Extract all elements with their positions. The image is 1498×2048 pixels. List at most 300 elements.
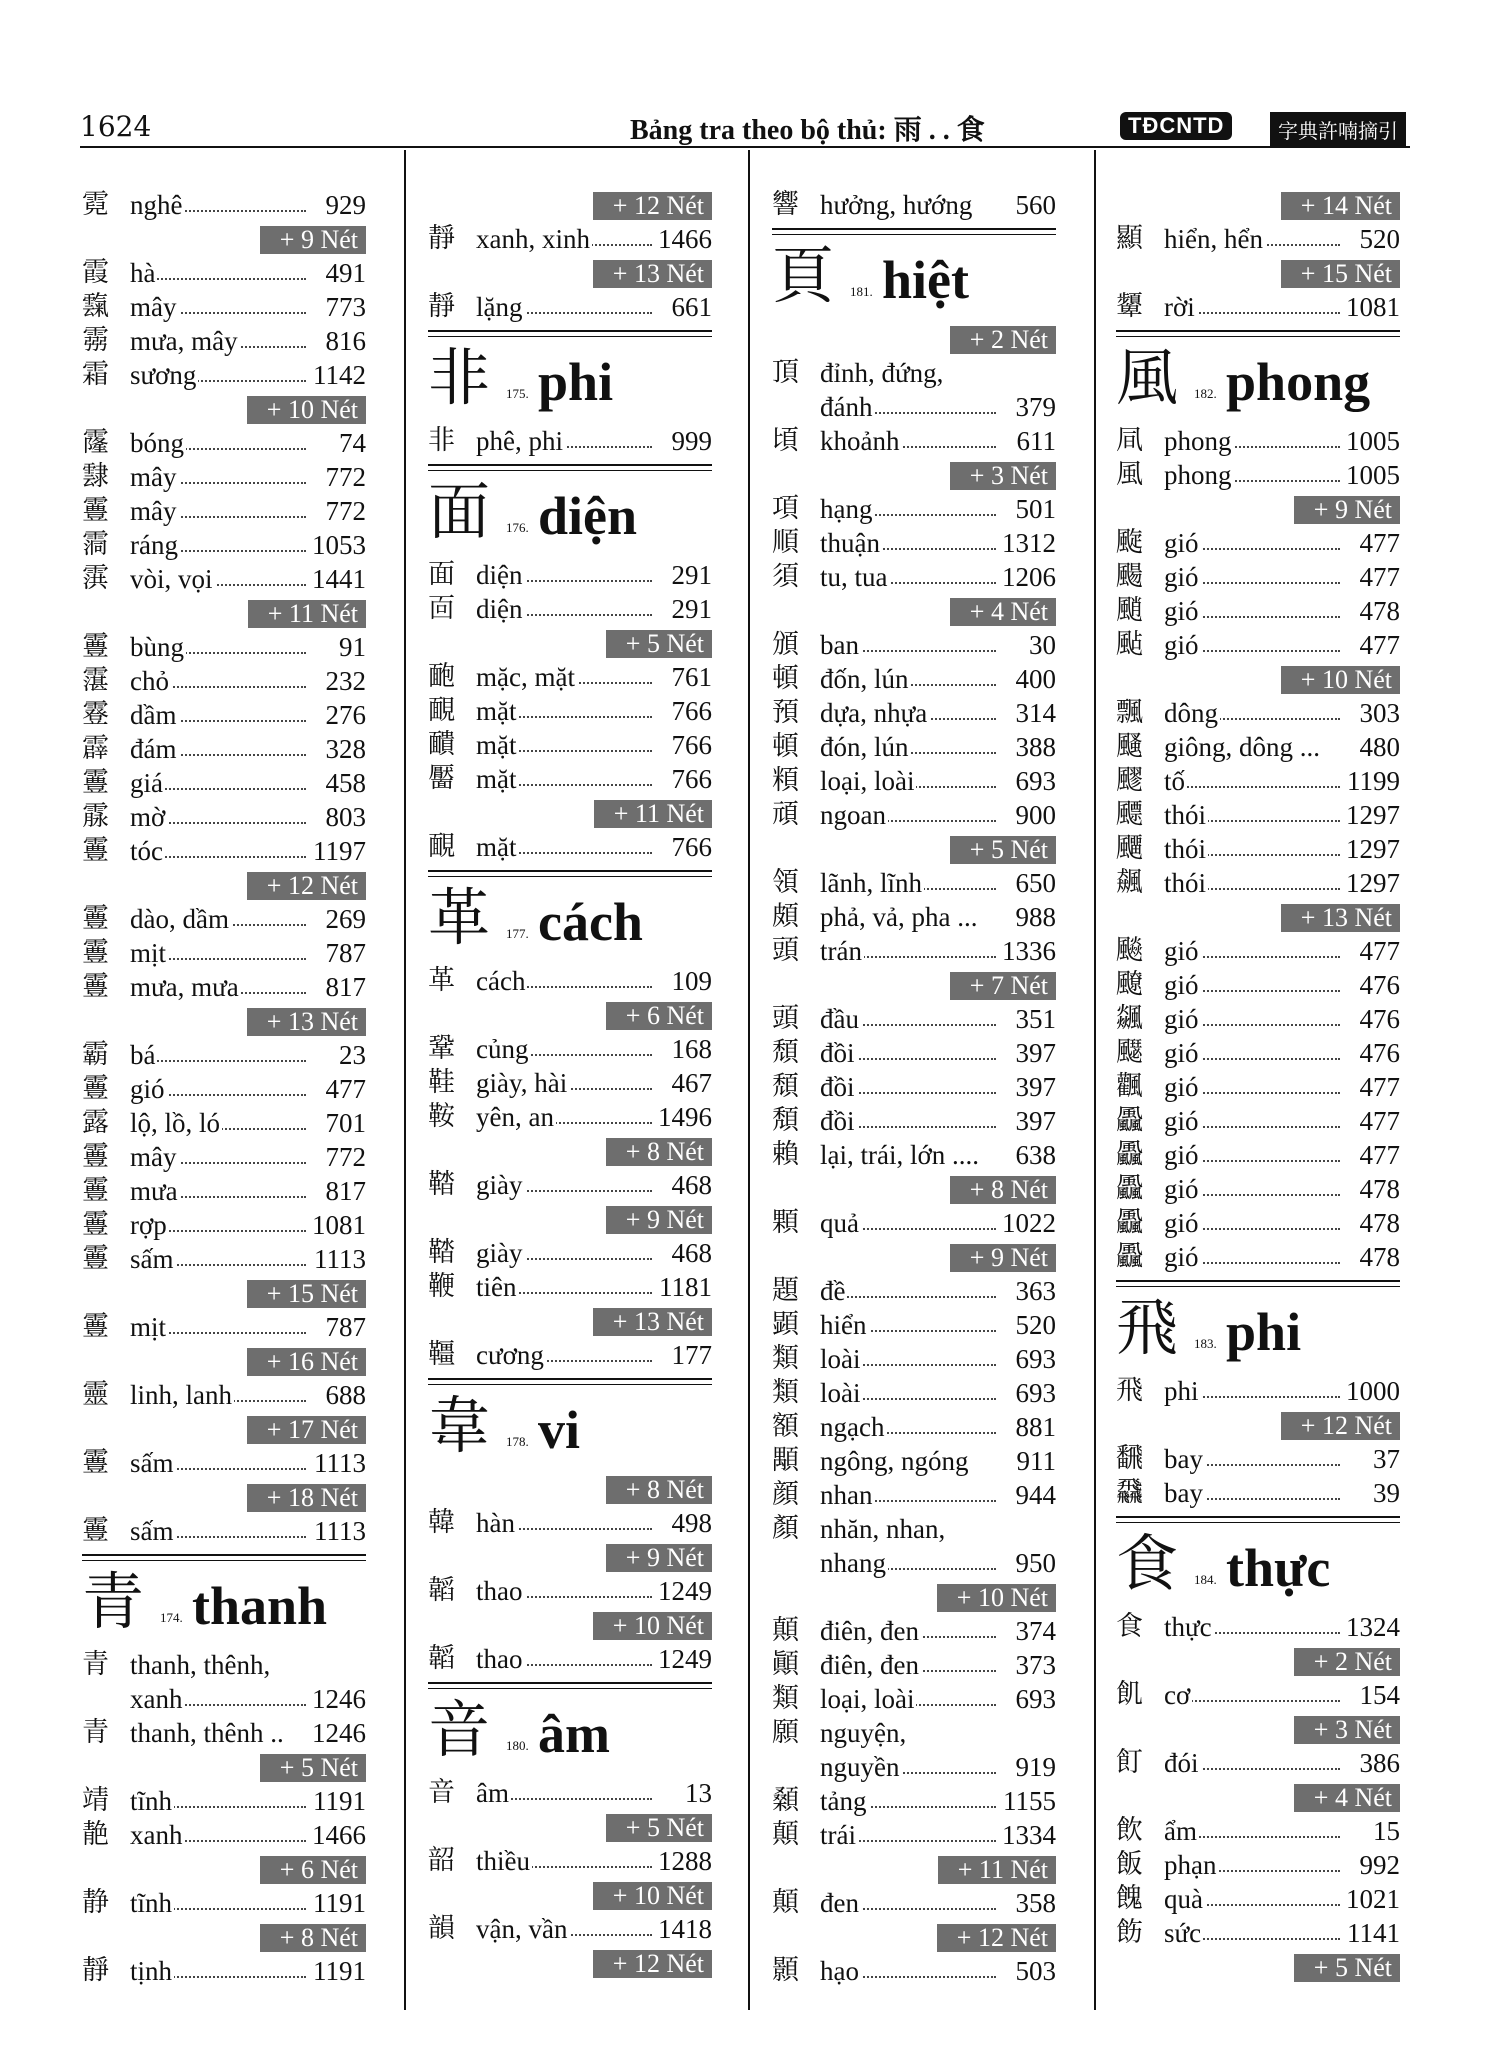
han-nom-character: 霻 <box>82 1141 109 1172</box>
index-entry <box>772 1138 1056 1172</box>
page-ref: 468 <box>668 1168 713 1202</box>
index-entry <box>82 970 366 1004</box>
stroke-count-header <box>428 256 712 290</box>
index-entry <box>82 800 366 834</box>
page-ref: 761 <box>668 660 713 694</box>
reading-wrap <box>1164 1442 1400 1476</box>
han-nom-character: 靜 <box>428 291 455 322</box>
page-ref: 491 <box>322 256 367 290</box>
han-nom-character: 鞋 <box>428 1067 455 1098</box>
reading-wrap <box>820 1716 1056 1750</box>
index-entry <box>772 798 1056 832</box>
index-entry <box>82 528 366 562</box>
reading: gió <box>1164 1208 1199 1238</box>
index-entry <box>772 1002 1056 1036</box>
index-entry <box>82 1378 366 1412</box>
index-entry <box>82 494 366 528</box>
reading: ban <box>820 630 859 660</box>
reading: gió <box>1164 970 1199 1000</box>
page-ref: 477 <box>1356 628 1401 662</box>
han-nom-character: 飍 <box>1116 1105 1143 1136</box>
page-ref: 1246 <box>308 1682 366 1716</box>
radical-heading <box>428 1378 712 1472</box>
entry-continuation <box>772 1750 1056 1784</box>
index-entry <box>428 1100 712 1134</box>
stroke-count-label: + 12 Nét <box>247 872 366 900</box>
reading: hạng <box>820 494 873 524</box>
stroke-count-label: + 5 Nét <box>950 836 1056 864</box>
index-entry <box>772 1818 1056 1852</box>
page-ref: 269 <box>322 902 367 936</box>
han-nom-character: 霻 <box>82 835 109 866</box>
page-ref: 520 <box>1012 1308 1057 1342</box>
page-ref: 358 <box>1012 1886 1057 1920</box>
reading: chỏ <box>130 666 169 696</box>
reading: xanh <box>130 1820 183 1850</box>
index-entry <box>82 1072 366 1106</box>
index-entry <box>82 256 366 290</box>
han-nom-character: 霻 <box>82 903 109 934</box>
reading: giông, dông ... <box>1164 732 1321 762</box>
reading: loại, loài <box>820 766 915 796</box>
han-nom-character: 飃 <box>1116 799 1143 830</box>
index-entry <box>82 936 366 970</box>
han-nom-character: 飌 <box>1116 1071 1143 1102</box>
index-entry <box>82 902 366 936</box>
reading: ngoan <box>820 800 886 830</box>
han-nom-character: 霛 <box>82 325 109 356</box>
page-ref: 911 <box>1013 1444 1057 1478</box>
reading: hiển <box>820 1310 867 1340</box>
stroke-count-label: + 12 Nét <box>1281 1412 1400 1440</box>
stroke-count-label: + 11 Nét <box>938 1856 1056 1884</box>
reading: trái <box>820 1820 856 1850</box>
reading-wrap <box>1164 1814 1400 1848</box>
index-entry <box>772 1206 1056 1240</box>
page-ref: 817 <box>322 970 367 1004</box>
index-entry <box>772 662 1056 696</box>
radical-character: 青 <box>82 1565 145 1638</box>
reading: hưởng, hướng <box>820 190 973 220</box>
stroke-count-label: + 9 Nét <box>950 1244 1056 1272</box>
reading: trán <box>820 936 862 966</box>
han-nom-character: 霜 <box>82 359 109 390</box>
page-ref: 650 <box>1012 866 1057 900</box>
reading: mây <box>130 496 177 526</box>
stroke-count-header <box>428 1878 712 1912</box>
radical-heading <box>1116 1516 1400 1610</box>
stroke-count-header <box>82 222 366 256</box>
stroke-count-header <box>82 1344 366 1378</box>
page-ref: 950 <box>1012 1546 1057 1580</box>
index-entry <box>772 1104 1056 1138</box>
index-entry <box>1116 1070 1400 1104</box>
han-nom-character: 霓 <box>82 189 109 220</box>
stroke-count-header <box>1116 1950 1400 1984</box>
logo-tdcntd: TĐCNTD <box>1120 112 1232 140</box>
page-ref: 168 <box>668 1032 713 1066</box>
han-nom-character: 霻 <box>82 1515 109 1546</box>
stroke-count-label: + 18 Nét <box>247 1484 366 1512</box>
stroke-count-label: + 6 Nét <box>260 1856 366 1884</box>
index-entry <box>428 1912 712 1946</box>
index-entry <box>772 1410 1056 1444</box>
index-entry <box>772 424 1056 458</box>
han-nom-character: 青 <box>82 1649 109 1680</box>
page-ref: 1005 <box>1342 424 1400 458</box>
reading: đồi <box>820 1038 855 1068</box>
reading-wrap <box>130 630 366 664</box>
index-entry <box>1116 1848 1400 1882</box>
index-entry <box>82 834 366 868</box>
han-nom-character: 顚 <box>772 1649 799 1680</box>
reading: tiên <box>476 1272 517 1302</box>
radical-character: 革 <box>428 881 491 954</box>
stroke-count-header <box>772 1920 1056 1954</box>
stroke-count-label: + 13 Nét <box>247 1008 366 1036</box>
stroke-count-label: + 11 Nét <box>248 600 366 628</box>
stroke-count-header <box>772 594 1056 628</box>
stroke-count-label: + 6 Nét <box>606 1002 712 1030</box>
stroke-count-header <box>772 1852 1056 1886</box>
reading: giày <box>476 1170 523 1200</box>
page-ref: 379 <box>1012 390 1057 424</box>
stroke-count-label: + 8 Nét <box>606 1476 712 1504</box>
page-ref: 476 <box>1356 1036 1401 1070</box>
page-ref: 400 <box>1012 662 1057 696</box>
page-ref: 1081 <box>1342 290 1400 324</box>
page-ref: 109 <box>668 964 713 998</box>
han-nom-character: 頪 <box>772 765 799 796</box>
stroke-count-header <box>1116 188 1400 222</box>
radical-character: 飛 <box>1116 1291 1179 1364</box>
radical-name: hiệt <box>882 250 969 310</box>
stroke-count-header <box>1116 662 1400 696</box>
stroke-count-label: + 4 Nét <box>1294 1784 1400 1812</box>
radical-heading <box>82 1554 366 1648</box>
han-nom-character: 颵 <box>1116 595 1143 626</box>
reading: gió <box>130 1074 165 1104</box>
han-nom-character: 飅 <box>1116 833 1143 864</box>
reading: ráng <box>130 530 178 560</box>
index-entry <box>1116 866 1400 900</box>
radical-heading <box>772 228 1056 322</box>
page-header <box>80 106 1410 146</box>
index-entry <box>772 764 1056 798</box>
han-nom-character: 韁 <box>428 1339 455 1370</box>
index-entry <box>772 1512 1056 1546</box>
index-entry <box>82 1446 366 1480</box>
stroke-count-label: + 5 Nét <box>260 1754 366 1782</box>
page-ref: 476 <box>1356 968 1401 1002</box>
han-nom-character: 飍 <box>1116 1173 1143 1204</box>
page-ref: 560 <box>1012 188 1057 222</box>
index-entry <box>82 1174 366 1208</box>
reading: mặt <box>476 730 517 760</box>
han-nom-character: 韻 <box>428 1913 455 1944</box>
index-entry <box>1116 1916 1400 1950</box>
han-nom-character: 韓 <box>428 1507 455 1538</box>
reading: nhang <box>820 1548 886 1578</box>
reading: hà <box>130 258 156 288</box>
stroke-count-label: + 9 Nét <box>260 226 366 254</box>
reading: bùng <box>130 632 184 662</box>
stroke-count-header <box>428 1134 712 1168</box>
reading: sấm <box>130 1244 174 1274</box>
index-column-2 <box>428 188 712 1980</box>
page-ref: 766 <box>668 728 713 762</box>
index-entry <box>428 1168 712 1202</box>
radical-name: phi <box>1226 1302 1302 1362</box>
index-entry <box>82 1514 366 1548</box>
radical-number: 183. <box>1194 1336 1217 1351</box>
index-entry <box>772 1614 1056 1648</box>
index-entry <box>82 1208 366 1242</box>
index-entry <box>772 1444 1056 1478</box>
reading: đen <box>820 1888 859 1918</box>
reading: gió <box>1164 1242 1199 1272</box>
reading: bá <box>130 1040 156 1070</box>
radical-number: 176. <box>506 520 529 535</box>
reading: mây <box>130 1142 177 1172</box>
page-number: 1624 <box>80 110 152 143</box>
page-ref: 13 <box>681 1776 712 1810</box>
han-nom-character: 靖 <box>82 1785 109 1816</box>
stroke-count-header <box>82 868 366 902</box>
page-ref: 1191 <box>309 1886 366 1920</box>
page-ref: 477 <box>1356 1104 1401 1138</box>
reading: giá <box>130 768 163 798</box>
column-divider <box>404 150 406 2010</box>
index-column-3 <box>772 188 1056 1988</box>
page-title: Bảng tra theo bộ thủ: 雨 . . 食 <box>630 115 985 146</box>
index-entry <box>82 1818 366 1852</box>
index-entry <box>1116 968 1400 1002</box>
reading: nguyền <box>820 1752 900 1782</box>
han-nom-character: 颾 <box>1116 731 1143 762</box>
reading: đám <box>130 734 177 764</box>
han-nom-character: 領 <box>772 867 799 898</box>
index-entry <box>772 1716 1056 1750</box>
han-nom-character: 韜 <box>428 1643 455 1674</box>
page-ref: 154 <box>1356 1678 1401 1712</box>
reading: đánh <box>820 392 873 422</box>
stroke-count-header <box>428 1946 712 1980</box>
reading: xanh, xinh <box>476 224 590 254</box>
index-entry <box>82 698 366 732</box>
han-nom-character: 霯 <box>82 699 109 730</box>
stroke-count-header <box>428 1472 712 1506</box>
index-entry <box>1116 1882 1400 1916</box>
reading-wrap <box>820 1512 1056 1546</box>
reading: tịnh <box>130 1956 173 1986</box>
stroke-count-label: + 17 Nét <box>247 1416 366 1444</box>
reading: lại, trái, lớn .... <box>820 1140 979 1170</box>
page-ref: 1297 <box>1342 798 1400 832</box>
radical-name: thanh <box>192 1576 328 1636</box>
stroke-count-label: + 14 Nét <box>1281 192 1400 220</box>
entry-continuation <box>82 1682 366 1716</box>
reading: yên, an <box>476 1102 554 1132</box>
index-entry <box>82 188 366 222</box>
index-entry <box>82 1140 366 1174</box>
stroke-count-header <box>1116 1408 1400 1442</box>
han-nom-character: 韜 <box>428 1575 455 1606</box>
han-nom-character: 面 <box>428 559 455 590</box>
page-ref: 1142 <box>309 358 366 392</box>
stroke-count-header <box>82 1004 366 1038</box>
page-ref: 988 <box>1012 900 1057 934</box>
page-ref: 1113 <box>310 1242 366 1276</box>
han-nom-character: 霻 <box>82 1209 109 1240</box>
page-ref: 74 <box>335 426 366 460</box>
page-ref: 1466 <box>308 1818 366 1852</box>
radical-number: 182. <box>1194 386 1217 401</box>
stroke-count-label: + 8 Nét <box>950 1176 1056 1204</box>
index-entry <box>772 730 1056 764</box>
reading: lãnh, lĩnh <box>820 868 922 898</box>
index-entry <box>82 1038 366 1072</box>
page-ref: 468 <box>668 1236 713 1270</box>
han-nom-character: 靧 <box>428 729 455 760</box>
han-nom-character: 霸 <box>82 1039 109 1070</box>
han-nom-character: 顰 <box>1116 291 1143 322</box>
page-ref: 787 <box>322 936 367 970</box>
index-entry <box>428 1574 712 1608</box>
page-ref: 314 <box>1012 696 1057 730</box>
stroke-count-header <box>428 626 712 660</box>
page-ref: 1199 <box>1343 764 1400 798</box>
index-entry <box>1116 628 1400 662</box>
radical-number: 181. <box>850 284 873 299</box>
reading: bóng <box>130 428 184 458</box>
han-nom-character: 頹 <box>772 1071 799 1102</box>
page-ref: 1053 <box>308 528 366 562</box>
han-nom-character: 靜 <box>82 1955 109 1986</box>
stroke-count-label: + 2 Nét <box>1294 1648 1400 1676</box>
stroke-count-label: + 5 Nét <box>606 630 712 658</box>
han-nom-character: 霻 <box>82 1447 109 1478</box>
page-ref: 397 <box>1012 1104 1057 1138</box>
page-ref: 1113 <box>310 1446 366 1480</box>
stroke-count-header <box>1116 492 1400 526</box>
index-entry <box>428 964 712 998</box>
index-entry <box>428 762 712 796</box>
reading: khoảnh <box>820 426 900 456</box>
page-ref: 1206 <box>998 560 1056 594</box>
radical-heading <box>428 1682 712 1776</box>
page-ref: 1081 <box>308 1208 366 1242</box>
stroke-count-label: + 4 Nét <box>950 598 1056 626</box>
reading: củng <box>476 1034 529 1064</box>
page-ref: 772 <box>322 460 367 494</box>
stroke-count-header <box>428 1608 712 1642</box>
han-nom-character: 願 <box>772 1717 799 1748</box>
page-ref: 498 <box>668 1506 713 1540</box>
reading: lộ, lồ, ló <box>130 1108 221 1138</box>
reading: cơ <box>1164 1680 1191 1710</box>
reading: mịt <box>130 938 167 968</box>
index-entry <box>428 290 712 324</box>
radical-name: âm <box>538 1704 610 1764</box>
column-divider <box>748 150 750 2010</box>
index-entry <box>1116 1678 1400 1712</box>
radical-character: 面 <box>428 475 491 548</box>
reading: thao <box>476 1644 523 1674</box>
column-divider <box>1094 150 1096 2010</box>
radical-name: vi <box>538 1400 581 1460</box>
han-nom-character: 飉 <box>1116 969 1143 1000</box>
index-entry <box>1116 1476 1400 1510</box>
reading: gió <box>1164 936 1199 966</box>
han-nom-character: 響 <box>772 189 799 220</box>
page-ref: 900 <box>1012 798 1057 832</box>
han-nom-character: 露 <box>82 1107 109 1138</box>
reading: phả, vả, pha ... <box>820 902 978 932</box>
radical-number: 175. <box>506 386 529 401</box>
reading: giày, hài <box>476 1068 568 1098</box>
reading: phê, phi <box>476 426 563 456</box>
stroke-count-label: + 12 Nét <box>593 192 712 220</box>
han-nom-character: 霞 <box>82 257 109 288</box>
index-entry <box>428 728 712 762</box>
han-nom-character: 靘 <box>82 1819 109 1850</box>
page-ref: 1113 <box>310 1514 366 1548</box>
reading: lặng <box>476 292 523 322</box>
han-nom-character: 飜 <box>1116 1443 1143 1474</box>
index-entry <box>1116 1036 1400 1070</box>
han-nom-character: 飭 <box>1116 1917 1143 1948</box>
reading: gió <box>1164 1140 1199 1170</box>
index-entry <box>428 1270 712 1304</box>
stroke-count-header <box>428 1540 712 1574</box>
index-entry <box>772 1648 1056 1682</box>
header-rule <box>80 146 1410 148</box>
index-entry <box>82 630 366 664</box>
stroke-count-label: + 8 Nét <box>606 1138 712 1166</box>
han-nom-character: 霟 <box>82 563 109 594</box>
stroke-count-label: + 5 Nét <box>1294 1954 1400 1982</box>
index-entry <box>772 356 1056 390</box>
stroke-count-label: + 9 Nét <box>606 1206 712 1234</box>
reading: giày <box>476 1238 523 1268</box>
page-ref: 291 <box>668 592 713 626</box>
stroke-count-header <box>428 796 712 830</box>
han-nom-character: 靣 <box>428 593 455 624</box>
index-entry <box>428 1642 712 1676</box>
reading: đồi <box>820 1106 855 1136</box>
han-nom-character: 須 <box>772 561 799 592</box>
page-ref: 1496 <box>654 1100 712 1134</box>
page-ref: 1181 <box>655 1270 712 1304</box>
radical-name: phi <box>538 352 614 412</box>
index-entry <box>1116 1374 1400 1408</box>
han-nom-character: 霻 <box>82 1311 109 1342</box>
han-nom-character: 霻 <box>82 767 109 798</box>
page-ref: 693 <box>1012 1342 1057 1376</box>
reading: sương <box>130 360 197 390</box>
reading: thiều <box>476 1846 530 1876</box>
han-nom-character: 霻 <box>82 631 109 662</box>
index-entry <box>772 1308 1056 1342</box>
entry-continuation <box>772 390 1056 424</box>
han-nom-character: 頓 <box>772 731 799 762</box>
reading: mặc, mặt <box>476 662 575 692</box>
page-ref: 1191 <box>309 1784 366 1818</box>
han-nom-character: 飂 <box>1116 765 1143 796</box>
page-ref: 397 <box>1012 1070 1057 1104</box>
radical-character: 食 <box>1116 1527 1179 1600</box>
